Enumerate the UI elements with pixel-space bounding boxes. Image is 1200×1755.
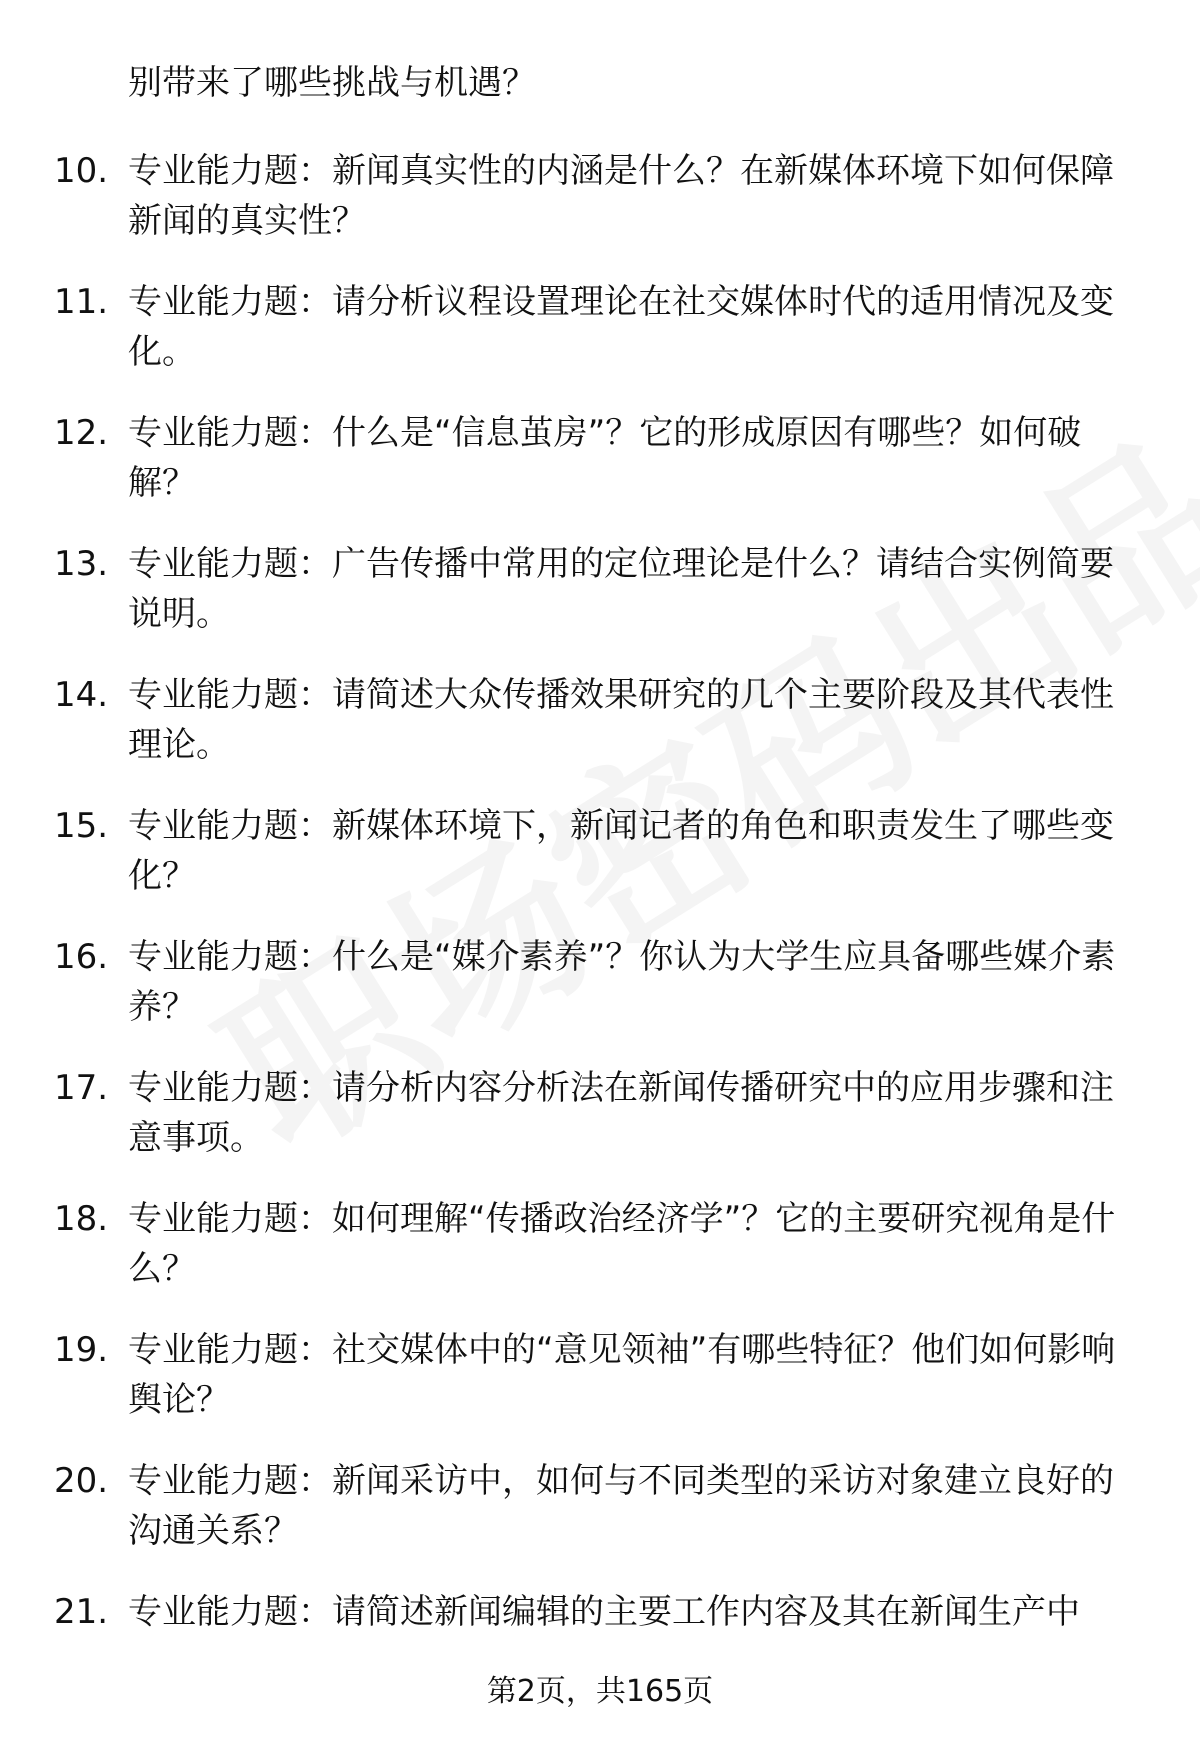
question-number: 13. [54,544,109,584]
question-number: 18. [54,1199,109,1239]
question-number: 10. [54,151,109,191]
question-number: 19. [54,1330,109,1370]
question-text: 专业能力题：请分析内容分析法在新闻传播研究中的应用步骤和注意事项。 [128,1068,1114,1158]
question-number: 17. [54,1068,109,1108]
question-text: 专业能力题：如何理解“传播政治经济学”？它的主要研究视角是什么？ [128,1199,1116,1289]
question-text: 专业能力题：请分析议程设置理论在社交媒体时代的适用情况及变化。 [128,282,1114,372]
question-item-10 [0,146,1200,277]
question-item-18 [0,1194,1200,1325]
question-item-16 [0,932,1200,1063]
question-item-14 [0,670,1200,801]
question-text: 专业能力题：新闻采访中，如何与不同类型的采访对象建立良好的沟通关系？ [128,1461,1114,1551]
question-text: 专业能力题：什么是“信息茧房”？它的形成原因有哪些？如何破解？ [128,413,1082,503]
question-text: 专业能力题：社交媒体中的“意见领袖”有哪些特征？他们如何影响舆论？ [128,1330,1116,1420]
question-text: 专业能力题：新媒体环境下，新闻记者的角色和职责发生了哪些变化？ [128,806,1114,896]
question-item-19 [0,1325,1200,1456]
continuation-text: 别带来了哪些挑战与机遇？ [128,63,536,103]
question-item-11 [0,277,1200,408]
question-number: 12. [54,413,109,453]
question-text: 专业能力题：什么是“媒介素养”？你认为大学生应具备哪些媒介素养？ [128,937,1116,1027]
question-number: 21. [54,1592,109,1632]
question-item-20 [0,1456,1200,1587]
question-text: 专业能力题：新闻真实性的内涵是什么？在新媒体环境下如何保障新闻的真实性？ [128,151,1114,241]
question-item-17 [0,1063,1200,1194]
question-text: 专业能力题：请简述大众传播效果研究的几个主要阶段及其代表性理论。 [128,675,1114,765]
page-number-footer: 第2页，共165页 [486,1674,714,1709]
question-list [0,146,1200,1718]
question-number: 16. [54,937,109,977]
question-item-12 [0,408,1200,539]
question-text: 专业能力题：请简述新闻编辑的主要工作内容及其在新闻生产中 [128,1592,1080,1632]
question-number: 11. [54,282,109,322]
question-number: 15. [54,806,109,846]
question-number: 14. [54,675,109,715]
question-item-13 [0,539,1200,670]
question-item-15 [0,801,1200,932]
question-text: 专业能力题：广告传播中常用的定位理论是什么？请结合实例简要说明。 [128,544,1114,634]
question-number: 20. [54,1461,109,1501]
